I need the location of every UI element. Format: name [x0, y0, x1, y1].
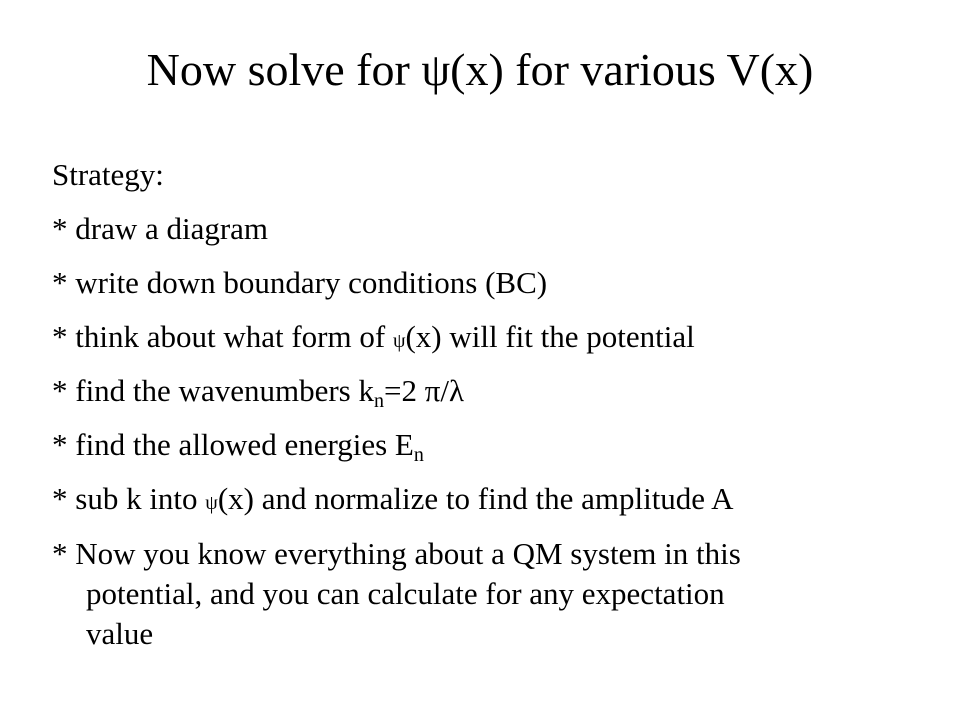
title-psi-symbol: ψ [421, 44, 451, 95]
item-text: (x) and normalize to find the amplitude A [217, 481, 734, 516]
title-suffix: (x) for various V(x) [450, 44, 814, 95]
psi-symbol: ψ [205, 492, 218, 514]
item-line-2: potential, and you can calculate for any expectation [86, 576, 725, 611]
list-item-wavenumbers [52, 364, 932, 418]
list-item-draw-diagram: * draw a diagram [52, 211, 269, 246]
strategy-label: Strategy: [52, 157, 164, 192]
list-item-wavefunction-form [52, 310, 932, 364]
item-text: * find the allowed energies E [52, 427, 414, 462]
item-text: * find the wavenumbers k [52, 373, 374, 408]
list-item-normalize [52, 472, 932, 526]
item-text: * sub k into [52, 481, 206, 516]
subscript-n: n [413, 444, 424, 466]
subscript-n: n [373, 390, 384, 412]
item-line-1: * Now you know everything about a QM system in this [52, 536, 741, 571]
title-prefix: Now solve for [146, 44, 422, 95]
item-line-3: value [86, 616, 154, 651]
slide-title [0, 40, 960, 100]
strategy-list [52, 148, 932, 654]
psi-symbol: ψ [392, 330, 406, 352]
item-text: (x) will fit the potential [405, 319, 695, 354]
item-text: =2 π/λ [383, 373, 465, 408]
list-item-qm-system [52, 526, 932, 654]
list-item-energies [52, 418, 932, 472]
list-item-boundary-conditions: * write down boundary conditions (BC) [52, 265, 548, 300]
item-text: * think about what form of [52, 319, 393, 354]
